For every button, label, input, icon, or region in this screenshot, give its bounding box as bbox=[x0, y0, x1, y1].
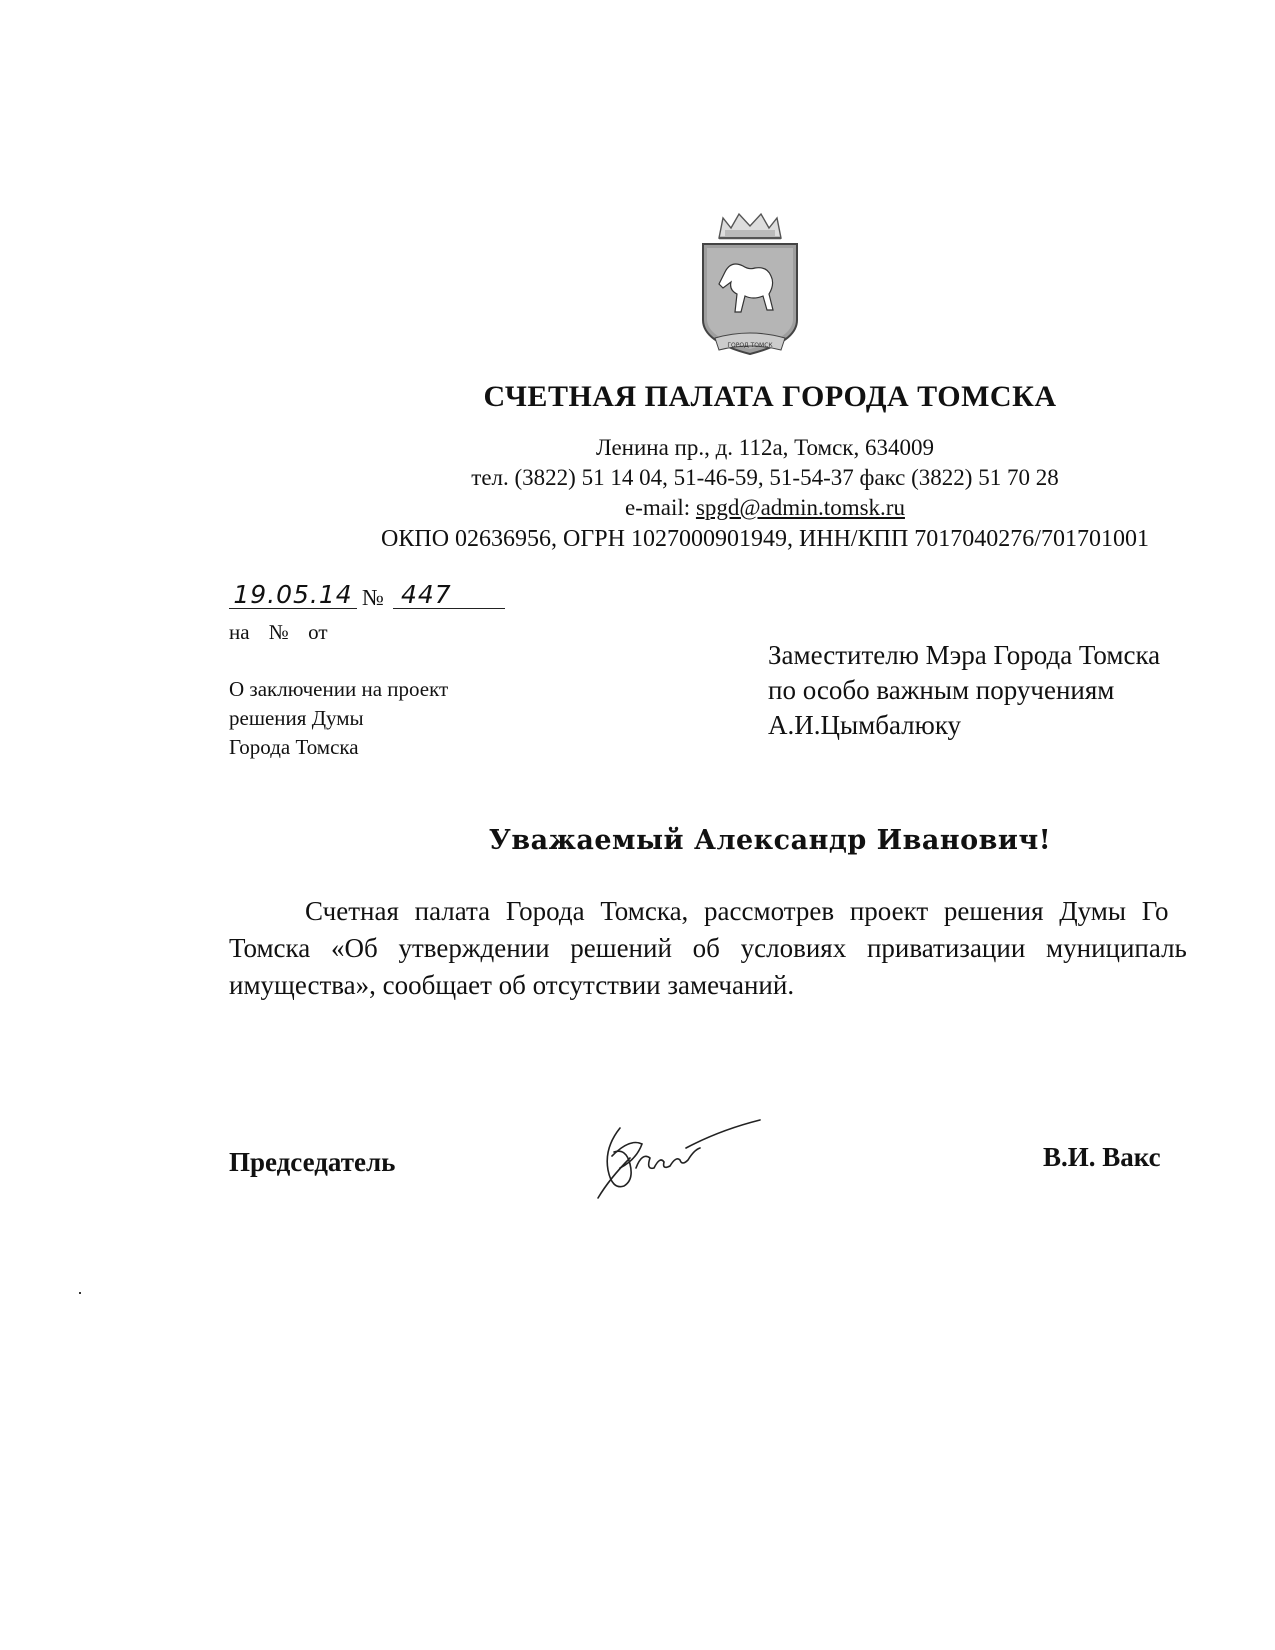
organization-email-line bbox=[0, 495, 1275, 521]
organization-registration-ids: ОКПО 02636956, ОГРН 1027000901949, ИНН/КПП 7017040276/701701001 bbox=[381, 526, 1149, 552]
subject-line: решения Думы bbox=[229, 706, 364, 730]
organization-address: Ленина пр., д. 112а, Томск, 634009 bbox=[596, 435, 934, 460]
signatory-role: Председатель bbox=[229, 1147, 396, 1177]
organization-phones: тел. (3822) 51 14 04, 51-46-59, 51-54-37 факс (3822) 51 70 28 bbox=[471, 465, 1059, 490]
coat-of-arms-emblem bbox=[695, 210, 805, 368]
reference-line: на № от bbox=[229, 620, 328, 644]
email-label: e-mail: bbox=[625, 495, 696, 520]
body-line: Счетная палата Города Томска, рассмотрев проект решения Думы Го bbox=[305, 896, 1169, 926]
outgoing-date-handwritten: 19.05.14 bbox=[229, 582, 357, 609]
body-line: Томска «Об утверждении решений об условиях приватизации муниципаль bbox=[229, 933, 1187, 963]
subject-line: Города Томска bbox=[229, 735, 359, 759]
scan-speck bbox=[79, 1292, 81, 1294]
signatory-name: В.И. Вакс bbox=[1043, 1142, 1161, 1172]
handwritten-signature bbox=[590, 1108, 790, 1203]
letter-subject bbox=[229, 675, 529, 762]
organization-title: СЧЕТНАЯ ПАЛАТА ГОРОДА ТОМСКА bbox=[483, 380, 1057, 413]
email-link[interactable]: spgd@admin.tomsk.ru bbox=[695, 495, 905, 520]
outgoing-number-label: № bbox=[362, 585, 384, 610]
addressee-block bbox=[768, 638, 1160, 743]
letter-body bbox=[229, 893, 1275, 1004]
emblem-ribbon-text: ГОРОД ТОМСК bbox=[727, 342, 773, 349]
addressee-line: А.И.Цымбалюку bbox=[768, 710, 962, 740]
subject-line: О заключении на проект bbox=[229, 677, 449, 701]
outgoing-number-handwritten: 447 bbox=[393, 582, 505, 609]
addressee-line: по особо важным поручениям bbox=[768, 675, 1115, 705]
body-line: имущества», сообщает об отсутствии замечаний. bbox=[229, 970, 795, 1000]
addressee-line: Заместителю Мэра Города Томска bbox=[768, 640, 1161, 670]
salutation: Уважаемый Александр Иванович! bbox=[488, 825, 1052, 856]
